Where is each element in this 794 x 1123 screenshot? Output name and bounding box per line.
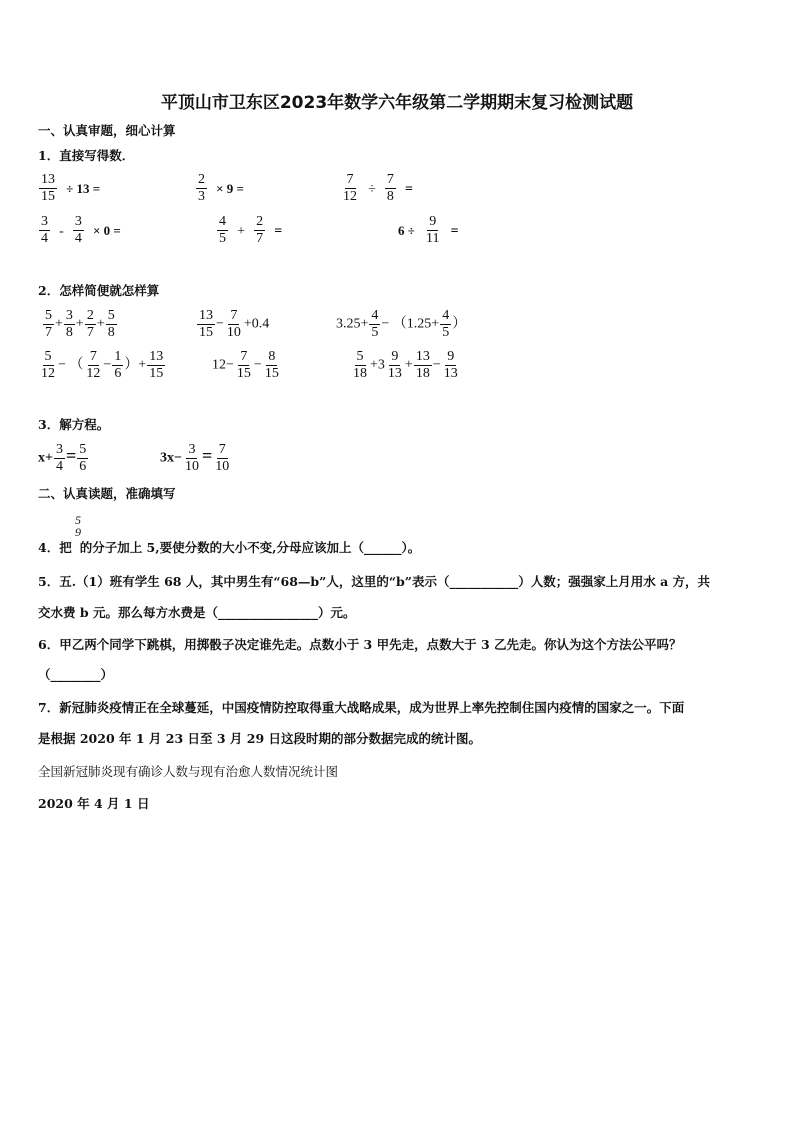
fraction: $\frac{7}{8}$ <box>386 172 394 204</box>
q7-line-1: 7．新冠肺炎疫情正在全球蔓延，中国疫情防控取得重大战略成果，成为世界上率先控制住国内疫情的国家之一。下面 <box>38 700 685 715</box>
q2-d: $\frac{5}{12}$ − （ $\frac{7}{12}$ − $\frac{1}{6}$ ）+ $\frac{13}{15}$ <box>41 349 164 381</box>
q1-e: $\frac{4}{5}$ + $\frac{2}{7}$ = <box>219 214 283 246</box>
page-title: 平顶山市卫东区2023年数学六年级第二学期期末复习检测试题 <box>160 93 634 113</box>
q5-line-1: 5．五.（1）班有学生 68 人，其中男生有“68—b”人，这里的“b”表示（___________）人数；强强家上月用水 a 方，共 <box>38 574 711 589</box>
q1-d: $\frac{3}{4}$ - $\frac{3}{4}$ × 0 = <box>41 214 121 246</box>
section-2-heading: 二、认真读题，准确填写 <box>38 486 176 501</box>
q1-label: 1．直接写得数． <box>38 148 135 163</box>
q4-fraction: 5 9 <box>75 513 81 539</box>
fraction: $\frac{3}{4}$ <box>74 214 82 246</box>
q2-a: $\frac{5}{7}$ + $\frac{3}{8}$ + $\frac{2}{7}$ + $\frac{5}{8}$ <box>45 308 115 340</box>
q3-label: 3．解方程。 <box>38 417 110 432</box>
fraction: $\frac{7}{12}$ <box>343 172 357 204</box>
q3-a: x+ $\frac{3}{4}$ = $\frac{5}{6}$ <box>38 442 87 474</box>
fraction: $\frac{4}{5}$ <box>219 214 226 246</box>
q1-b: $\frac{2}{3}$ × 9 = <box>198 172 244 204</box>
q4: 4．把 的分子加上 5,要使分数的大小不变,分母应该加上（______）。 <box>38 540 421 555</box>
q7-line-2: 是根据 2020 年 1 月 23 日至 3 月 29 日这段时期的部分数据完成的统计图。 <box>38 731 481 746</box>
fraction: $\frac{2}{3}$ <box>198 172 205 204</box>
q2-label: 2．怎样简便就怎样算 <box>38 283 160 298</box>
q2-b: $\frac{13}{15}$ − $\frac{7}{10}$ +0.4 <box>199 308 270 340</box>
section-1-heading: 一、认真审题，细心计算 <box>38 123 176 138</box>
q3-b: 3x− $\frac{3}{10}$ = $\frac{7}{10}$ <box>160 442 230 474</box>
q1-a: $\frac{13}{15}$ ÷ 13 = <box>41 172 101 204</box>
fraction: $\frac{3}{4}$ <box>41 214 48 246</box>
q1-f: 6 ÷ $\frac{9}{11}$ = <box>398 214 459 246</box>
q7-chart-title: 全国新冠肺炎现有确诊人数与现有治愈人数情况统计图 <box>38 764 339 779</box>
fraction: $\frac{9}{11}$ <box>425 214 440 246</box>
fraction: $\frac{2}{7}$ <box>256 214 264 246</box>
q5-line-2: 交水费 b 元。那么每方水费是（________________）元。 <box>38 605 356 620</box>
q2-f: $\frac{5}{18}$ +3 $\frac{9}{13}$ + $\frac{13}{18}$ − $\frac{9}{13}$ <box>353 349 458 381</box>
q2-e: 12− $\frac{7}{15}$ − $\frac{8}{15}$ <box>212 349 279 381</box>
q1-c: $\frac{7}{12}$ ÷ $\frac{7}{8}$ = <box>343 172 413 204</box>
q6-answer: （________） <box>38 667 114 682</box>
fraction: $\frac{13}{15}$ <box>41 172 55 204</box>
q7-date: 2020 年 4 月 1 日 <box>38 796 150 811</box>
q6-line-1: 6．甲乙两个同学下跳棋，用掷骰子决定谁先走。点数小于 3 甲先走，点数大于 3 乙先走。你认为这个方法公平吗？ <box>38 637 682 652</box>
q2-c: 3.25+ $\frac{4}{5}$ − （1.25+ $\frac{4}{5}$ ） <box>336 308 467 340</box>
